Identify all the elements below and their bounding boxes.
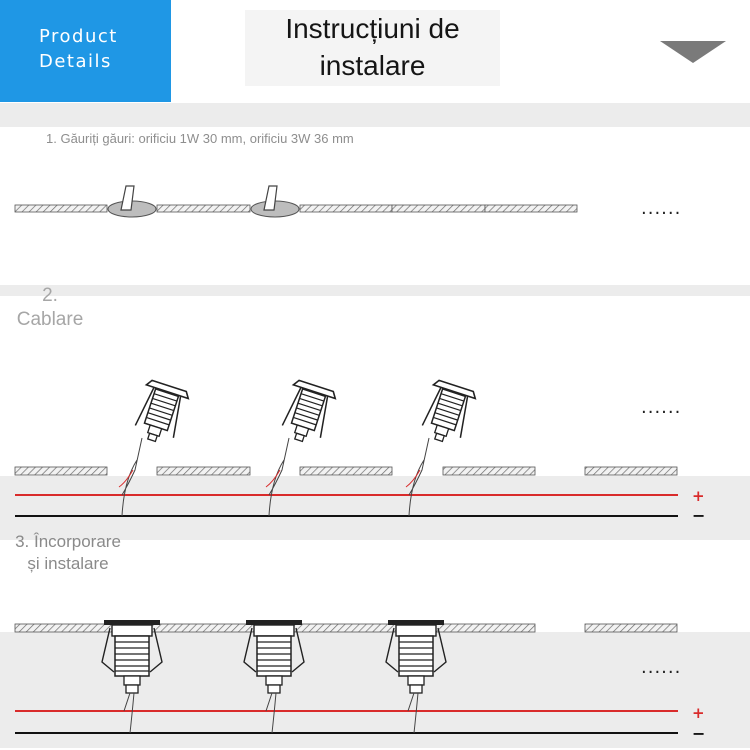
step3-continuation: ......: [641, 657, 682, 678]
step2-number: 2.: [42, 285, 58, 306]
step2-label: Cablare: [16, 309, 84, 330]
minus-icon: −: [692, 724, 706, 743]
led-fixture-icon: [244, 620, 304, 733]
step1-continuation: ......: [641, 198, 682, 219]
drill-hole-icon: [108, 186, 156, 217]
step3-line-2: și instalare: [27, 554, 109, 573]
title-line-2: instalare: [319, 50, 426, 81]
step2-continuation: ......: [641, 397, 682, 418]
step1-caption: 1. Găuriți găuri: orificiu 1W 30 mm, orificiu 3W 36 mm: [46, 131, 354, 146]
step2-ground: [15, 467, 677, 475]
badge-line-2: Details: [39, 51, 112, 72]
plus-icon: +: [692, 487, 705, 505]
badge-line-1: Product: [39, 26, 118, 47]
step3-line-1: 3. Încorporare: [15, 532, 121, 551]
drill-hole-icon: [251, 186, 299, 217]
led-fixture-icon: [102, 620, 162, 733]
minus-icon: −: [692, 506, 706, 525]
plus-icon: +: [692, 704, 705, 722]
led-fixture-icon: [386, 620, 446, 733]
title-line-1: Instrucțiuni de: [285, 13, 460, 44]
